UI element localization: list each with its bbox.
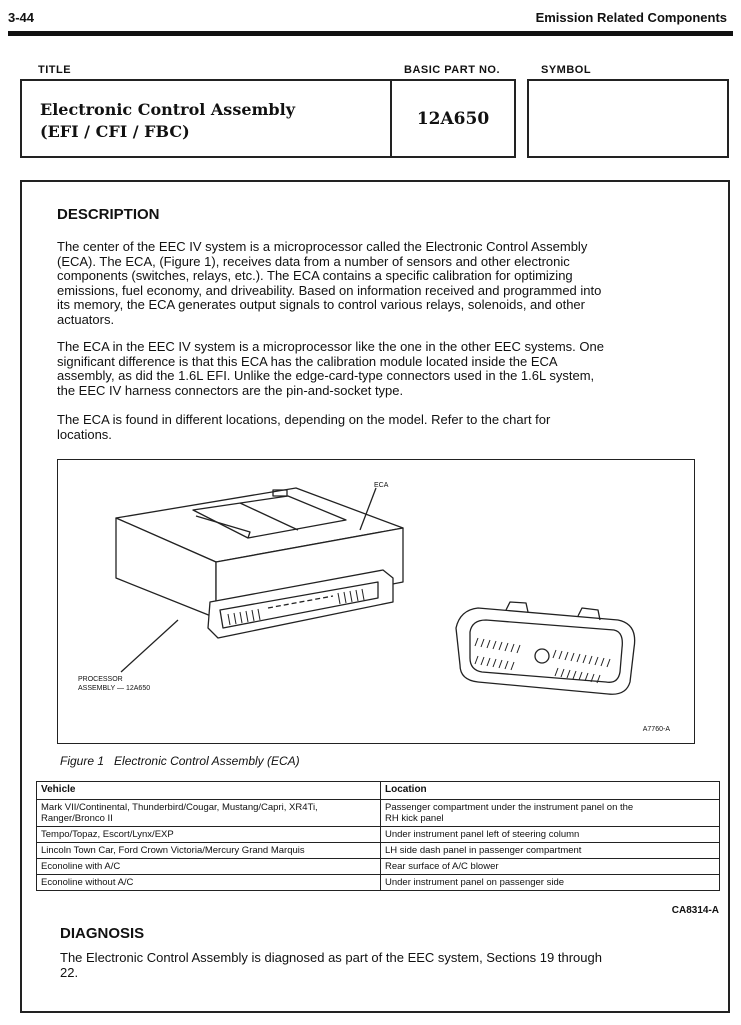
- location-table: [36, 781, 720, 891]
- description-heading: DESCRIPTION: [57, 206, 160, 223]
- table-code: CA8314-A: [671, 905, 719, 916]
- location-cell: Under instrument panel on passenger side: [381, 875, 720, 891]
- location-header: Location: [381, 782, 720, 800]
- vehicle-cell: Lincoln Town Car, Ford Crown Victoria/Mercury Grand Marquis: [37, 843, 381, 859]
- title-box: [20, 79, 392, 158]
- description-paragraph-2: The ECA in the EEC IV system is a microprocessor like the one in the other EEC systems. One significant difference is that this ECA has the calibration module located inside the ECA assembly, as did the 1.6L EFI. Unlike the edge-card-type connectors used in the 1.6L system, the EEC IV harness connectors are the pin-and-socket type.: [57, 339, 604, 398]
- component-title-line2: (EFI / CFI / FBC): [40, 122, 190, 141]
- vehicle-cell: Mark VII/Continental, Thunderbird/Cougar, Mustang/Capri, XR4Ti, Ranger/Bronco II: [37, 800, 381, 827]
- location-cell: Under instrument panel left of steering column: [381, 827, 720, 843]
- part-number-box: [390, 79, 516, 158]
- diagnosis-heading: DIAGNOSIS: [60, 925, 145, 942]
- figure-caption: Figure 1 Electronic Control Assembly (ECA): [60, 754, 300, 768]
- title-column-label: TITLE: [38, 64, 72, 76]
- description-paragraph-1: The center of the EEC IV system is a microprocessor called the Electronic Control Assembly (ECA). The ECA, (Figure 1), receives data from a number of sensors and other electronic components (switches, relays, etc.). The ECA contains a specific calibration for optimizing emissions, fuel economy, and driveability. Based on information received and programmed into its memory, the ECA generates output signals to control various relays, solenoids, and other actuators.: [57, 239, 602, 327]
- location-cell: Rear surface of A/C blower: [381, 859, 720, 875]
- eca-illustration: [58, 460, 693, 742]
- table-row: [37, 827, 720, 843]
- part-column-label: BASIC PART NO.: [404, 64, 501, 76]
- header-rule: [8, 31, 733, 36]
- table-row: [37, 800, 720, 827]
- table-row: [37, 859, 720, 875]
- symbol-box: [527, 79, 729, 158]
- diagnosis-text: The Electronic Control Assembly is diagnosed as part of the EEC system, Sections 19 through 22.: [60, 950, 602, 980]
- part-number: 12A650: [416, 109, 490, 129]
- component-title-line1: Electronic Control Assembly: [40, 100, 295, 119]
- location-cell: Passenger compartment under the instrument panel on the RH kick panel: [381, 800, 720, 827]
- vehicle-header: Vehicle: [37, 782, 381, 800]
- location-cell: LH side dash panel in passenger compartment: [381, 843, 720, 859]
- table-row: [37, 843, 720, 859]
- symbol-column-label: SYMBOL: [541, 64, 592, 76]
- description-paragraph-3: The ECA is found in different locations, depending on the model. Refer to the chart for locations.: [57, 412, 551, 442]
- vehicle-cell: Econoline with A/C: [37, 859, 381, 875]
- eca-label: ECA: [374, 482, 389, 489]
- figure-frame: [57, 459, 695, 744]
- table-header-row: [37, 782, 720, 800]
- vehicle-cell: Econoline without A/C: [37, 875, 381, 891]
- page-number: 3-44: [8, 10, 35, 25]
- processor-label: PROCESSOR ASSEMBLY — 12A650: [78, 676, 151, 692]
- vehicle-cell: Tempo/Topaz, Escort/Lynx/EXP: [37, 827, 381, 843]
- section-title: Emission Related Components: [535, 10, 727, 25]
- figure-code: A7760-A: [642, 726, 670, 733]
- table-row: [37, 875, 720, 891]
